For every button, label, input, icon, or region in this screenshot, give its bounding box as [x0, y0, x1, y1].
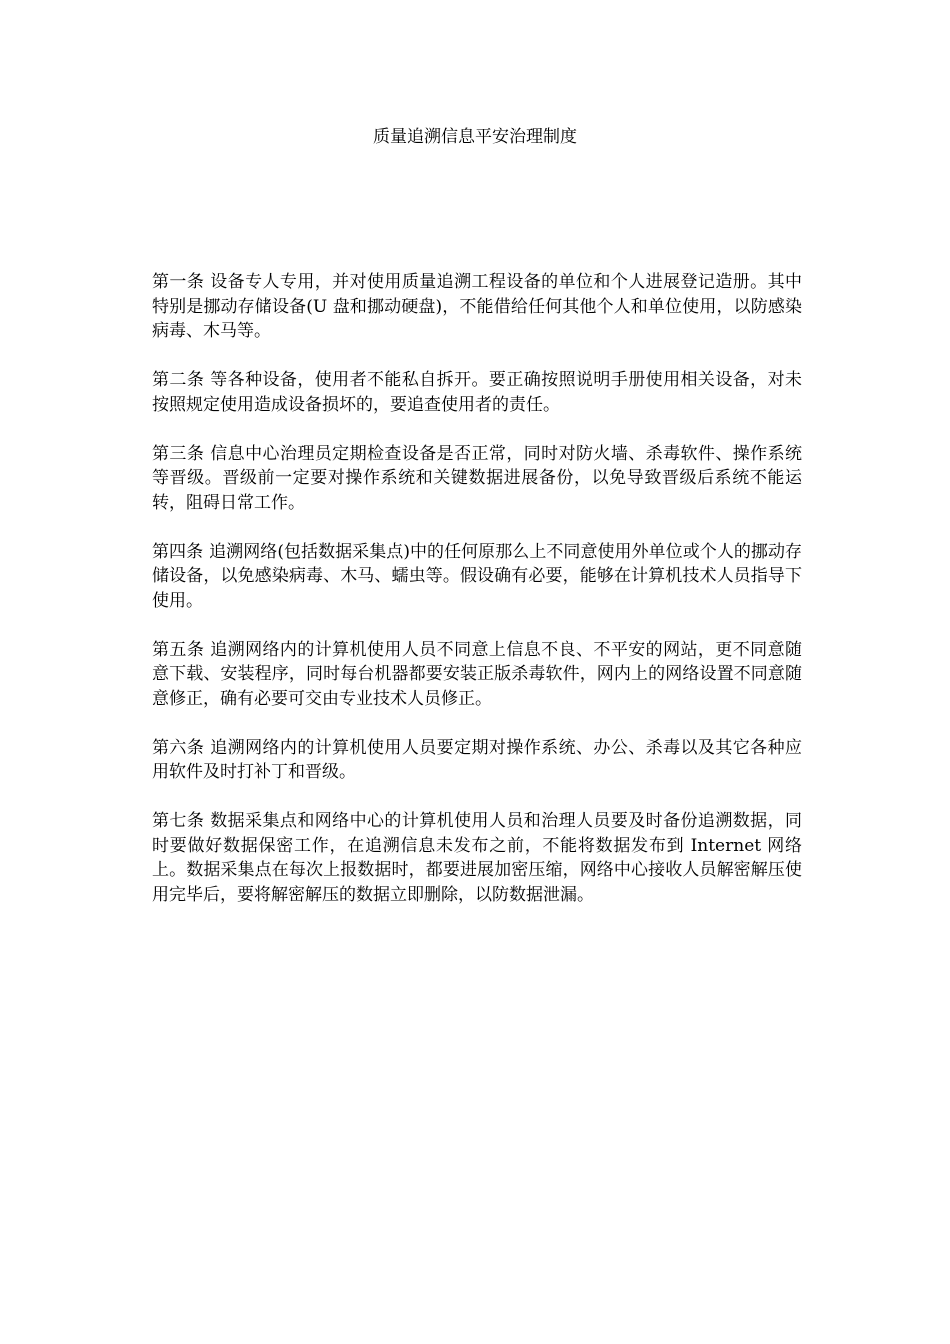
article-text: 设备专人专用，并对使用质量追溯工程设备的单位和个人进展登记造册。其中特别是挪动存储设备(U 盘和挪动硬盘)，不能借给任何其他个人和单位使用，以防感染病毒、木马等。	[152, 272, 802, 341]
page-title: 质量追溯信息平安治理制度	[373, 127, 577, 147]
article-list	[152, 270, 802, 932]
article-5	[152, 638, 802, 712]
article-text: 数据采集点和网络中心的计算机使用人员和治理人员要及时备份追溯数据，同时要做好数据保密工作，在追溯信息未发布之前，不能将数据发布到 Internet 网络上。数据采集点在每次上报数据时，都要进展加密压缩，网络中心接收人员解密解压使用完毕后，要将解密解压的数据立即删除，以防数据泄漏。	[152, 811, 802, 905]
article-text: 追溯网络内的计算机使用人员要定期对操作系统、办公、杀毒以及其它各种应用软件及时打补丁和晋级。	[152, 737, 802, 782]
article-number: 第六条	[152, 737, 205, 758]
article-text: 信息中心治理员定期检查设备是否正常，同时对防火墙、杀毒软件、操作系统等晋级。晋级前一定要对操作系统和关键数据进展备份，以免导致晋级后系统不能运转，阻碍日常工作。	[152, 443, 802, 513]
article-2	[152, 368, 802, 417]
article-number: 第五条	[152, 639, 205, 660]
article-text: 追溯网络(包括数据采集点)中的任何原那么上不同意使用外单位或个人的挪动存储设备，以免感染病毒、木马、蠕虫等。假设确有必要，能够在计算机技术人员指导下使用。	[152, 541, 803, 611]
article-number: 第四条	[152, 541, 204, 562]
article-number: 第三条	[152, 443, 205, 464]
article-number: 第二条	[152, 370, 205, 390]
article-number: 第一条	[152, 272, 205, 292]
article-3	[152, 442, 802, 516]
article-6	[152, 736, 802, 785]
article-4	[152, 540, 802, 614]
article-text: 等各种设备，使用者不能私自拆开。要正确按照说明手册使用相关设备，对未按照规定使用造成设备损坏的，要追查使用者的责任。	[152, 370, 802, 415]
article-number: 第七条	[152, 811, 205, 831]
article-text: 追溯网络内的计算机使用人员不同意上信息不良、不平安的网站，更不同意随意下载、安装程序，同时每台机器都要安装正版杀毒软件，网内上的网络设置不同意随意修正，确有必要可交由专业技术人员修正。	[152, 639, 802, 709]
article-7	[152, 809, 802, 907]
article-1	[152, 270, 802, 344]
